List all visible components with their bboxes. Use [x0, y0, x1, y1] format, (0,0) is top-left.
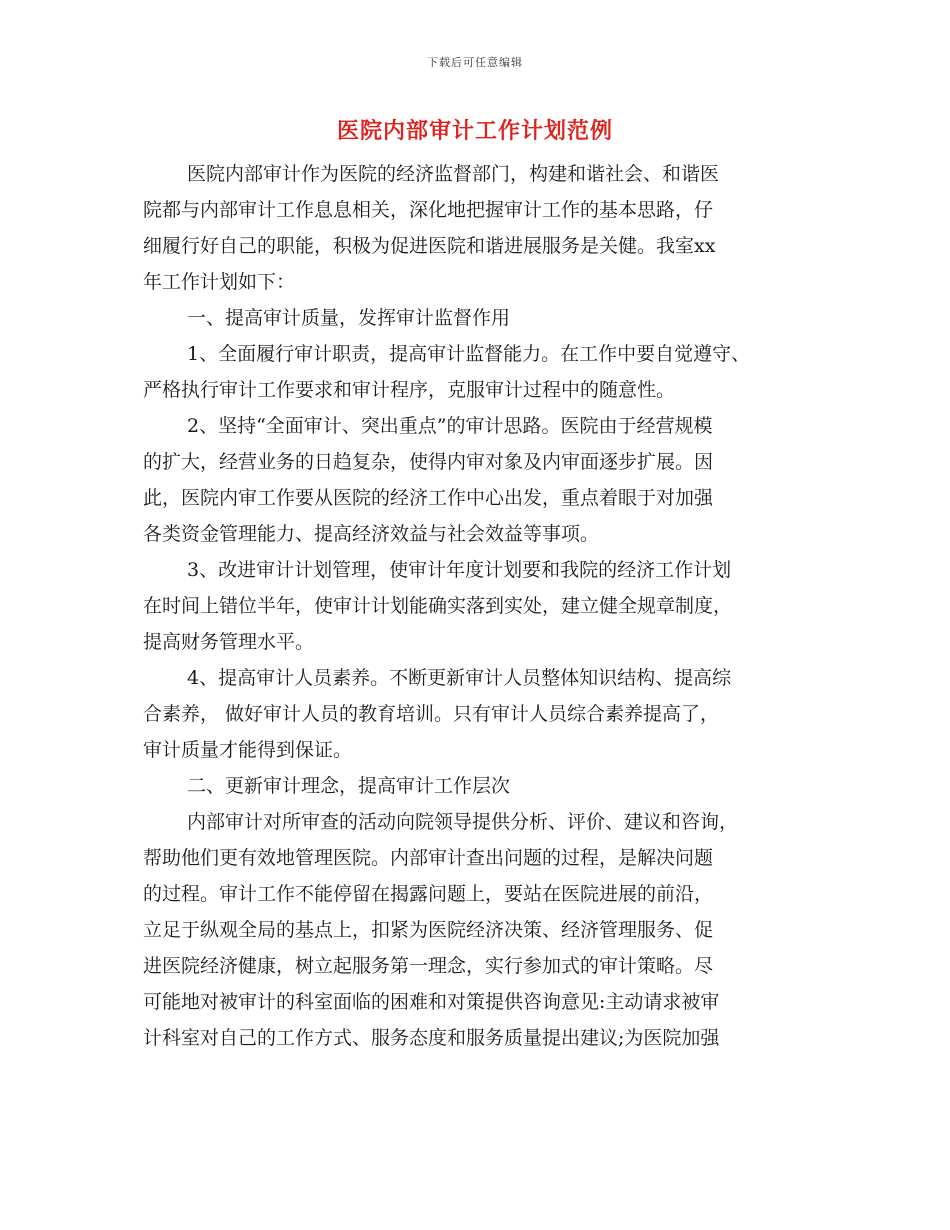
paragraph-line: 计科室对自己的工作方式、服务态度和服务质量提出建议;为医院加强 — [143, 1027, 720, 1049]
paragraph-line: 严格执行审计工作要求和审计程序，克服审计过程中的随意性。 — [143, 379, 676, 401]
paragraph-line: 的扩大，经营业务的日趋复杂，使得内审对象及内审面逐步扩展。因 — [143, 451, 714, 473]
paragraph-line: 帮助他们更有效地管理医院。内部审计查出问题的过程，是解决问题 — [143, 847, 714, 869]
paragraph-line: 审计质量才能得到保证。 — [143, 739, 353, 761]
paragraph-line: 可能地对被审计的科室面临的困难和对策提供咨询意见:主动请求被审 — [143, 991, 720, 1013]
paragraph-line: 2、坚持“全面审计、突出重点”的审计思路。医院由于经营规模 — [187, 415, 713, 437]
paragraph-line: 院都与内部审计工作息息相关，深化地把握审计工作的基本思路，仔 — [143, 199, 714, 221]
paragraph-line: 立足于纵观全局的基点上，扣紧为医院经济决策、经济管理服务、促 — [143, 919, 714, 941]
paragraph-line: 3、改进审计计划管理，使审计年度计划要和我院的经济工作计划 — [187, 559, 732, 581]
paragraph-line: 各类资金管理能力、提高经济效益与社会效益等事项。 — [143, 523, 600, 545]
document-title: 医院内部审计工作计划范例 — [336, 118, 613, 144]
paragraph-line: 的过程。审计工作不能停留在揭露问题上，要站在医院进展的前沿， — [143, 883, 714, 905]
paragraph-line: 进医院经济健康，树立起服务第一理念，实行参加式的审计策略。尽 — [143, 955, 714, 977]
document-body — [143, 156, 807, 1056]
paragraph-line: 提高财务管理水平。 — [143, 631, 315, 653]
paragraph-line: 1、全面履行审计职责，提高审计监督能力。在工作中要自觉遵守、 — [187, 343, 751, 365]
paragraph-line: 4、提高审计人员素养。不断更新审计人员整体知识结构、提高综 — [187, 667, 732, 689]
page-header: 下载后可任意编辑 — [427, 56, 523, 69]
paragraph-line: 在时间上错位半年，使审计计划能确实落到实处，建立健全规章制度， — [143, 595, 733, 617]
section-heading: 一、提高审计质量，发挥审计监督作用 — [187, 307, 511, 329]
paragraph-line: 合素养， 做好审计人员的教育培训。只有审计人员综合素养提高了， — [143, 703, 720, 725]
paragraph-line: 此，医院内审工作要从医院的经济工作中心出发，重点着眼于对加强 — [143, 487, 714, 509]
paragraph-line: 医院内部审计作为医院的经济监督部门，构建和谐社会、和谐医 — [187, 163, 720, 185]
paragraph-line: 年工作计划如下： — [143, 271, 296, 293]
paragraph-line: 内部审计对所审查的活动向院领导提供分析、评价、建议和咨询， — [187, 811, 739, 833]
paragraph-line: 细履行好自己的职能，积极为促进医院和谐进展服务是关健。我室xx — [143, 235, 716, 257]
section-heading: 二、更新审计理念，提高审计工作层次 — [187, 775, 511, 797]
